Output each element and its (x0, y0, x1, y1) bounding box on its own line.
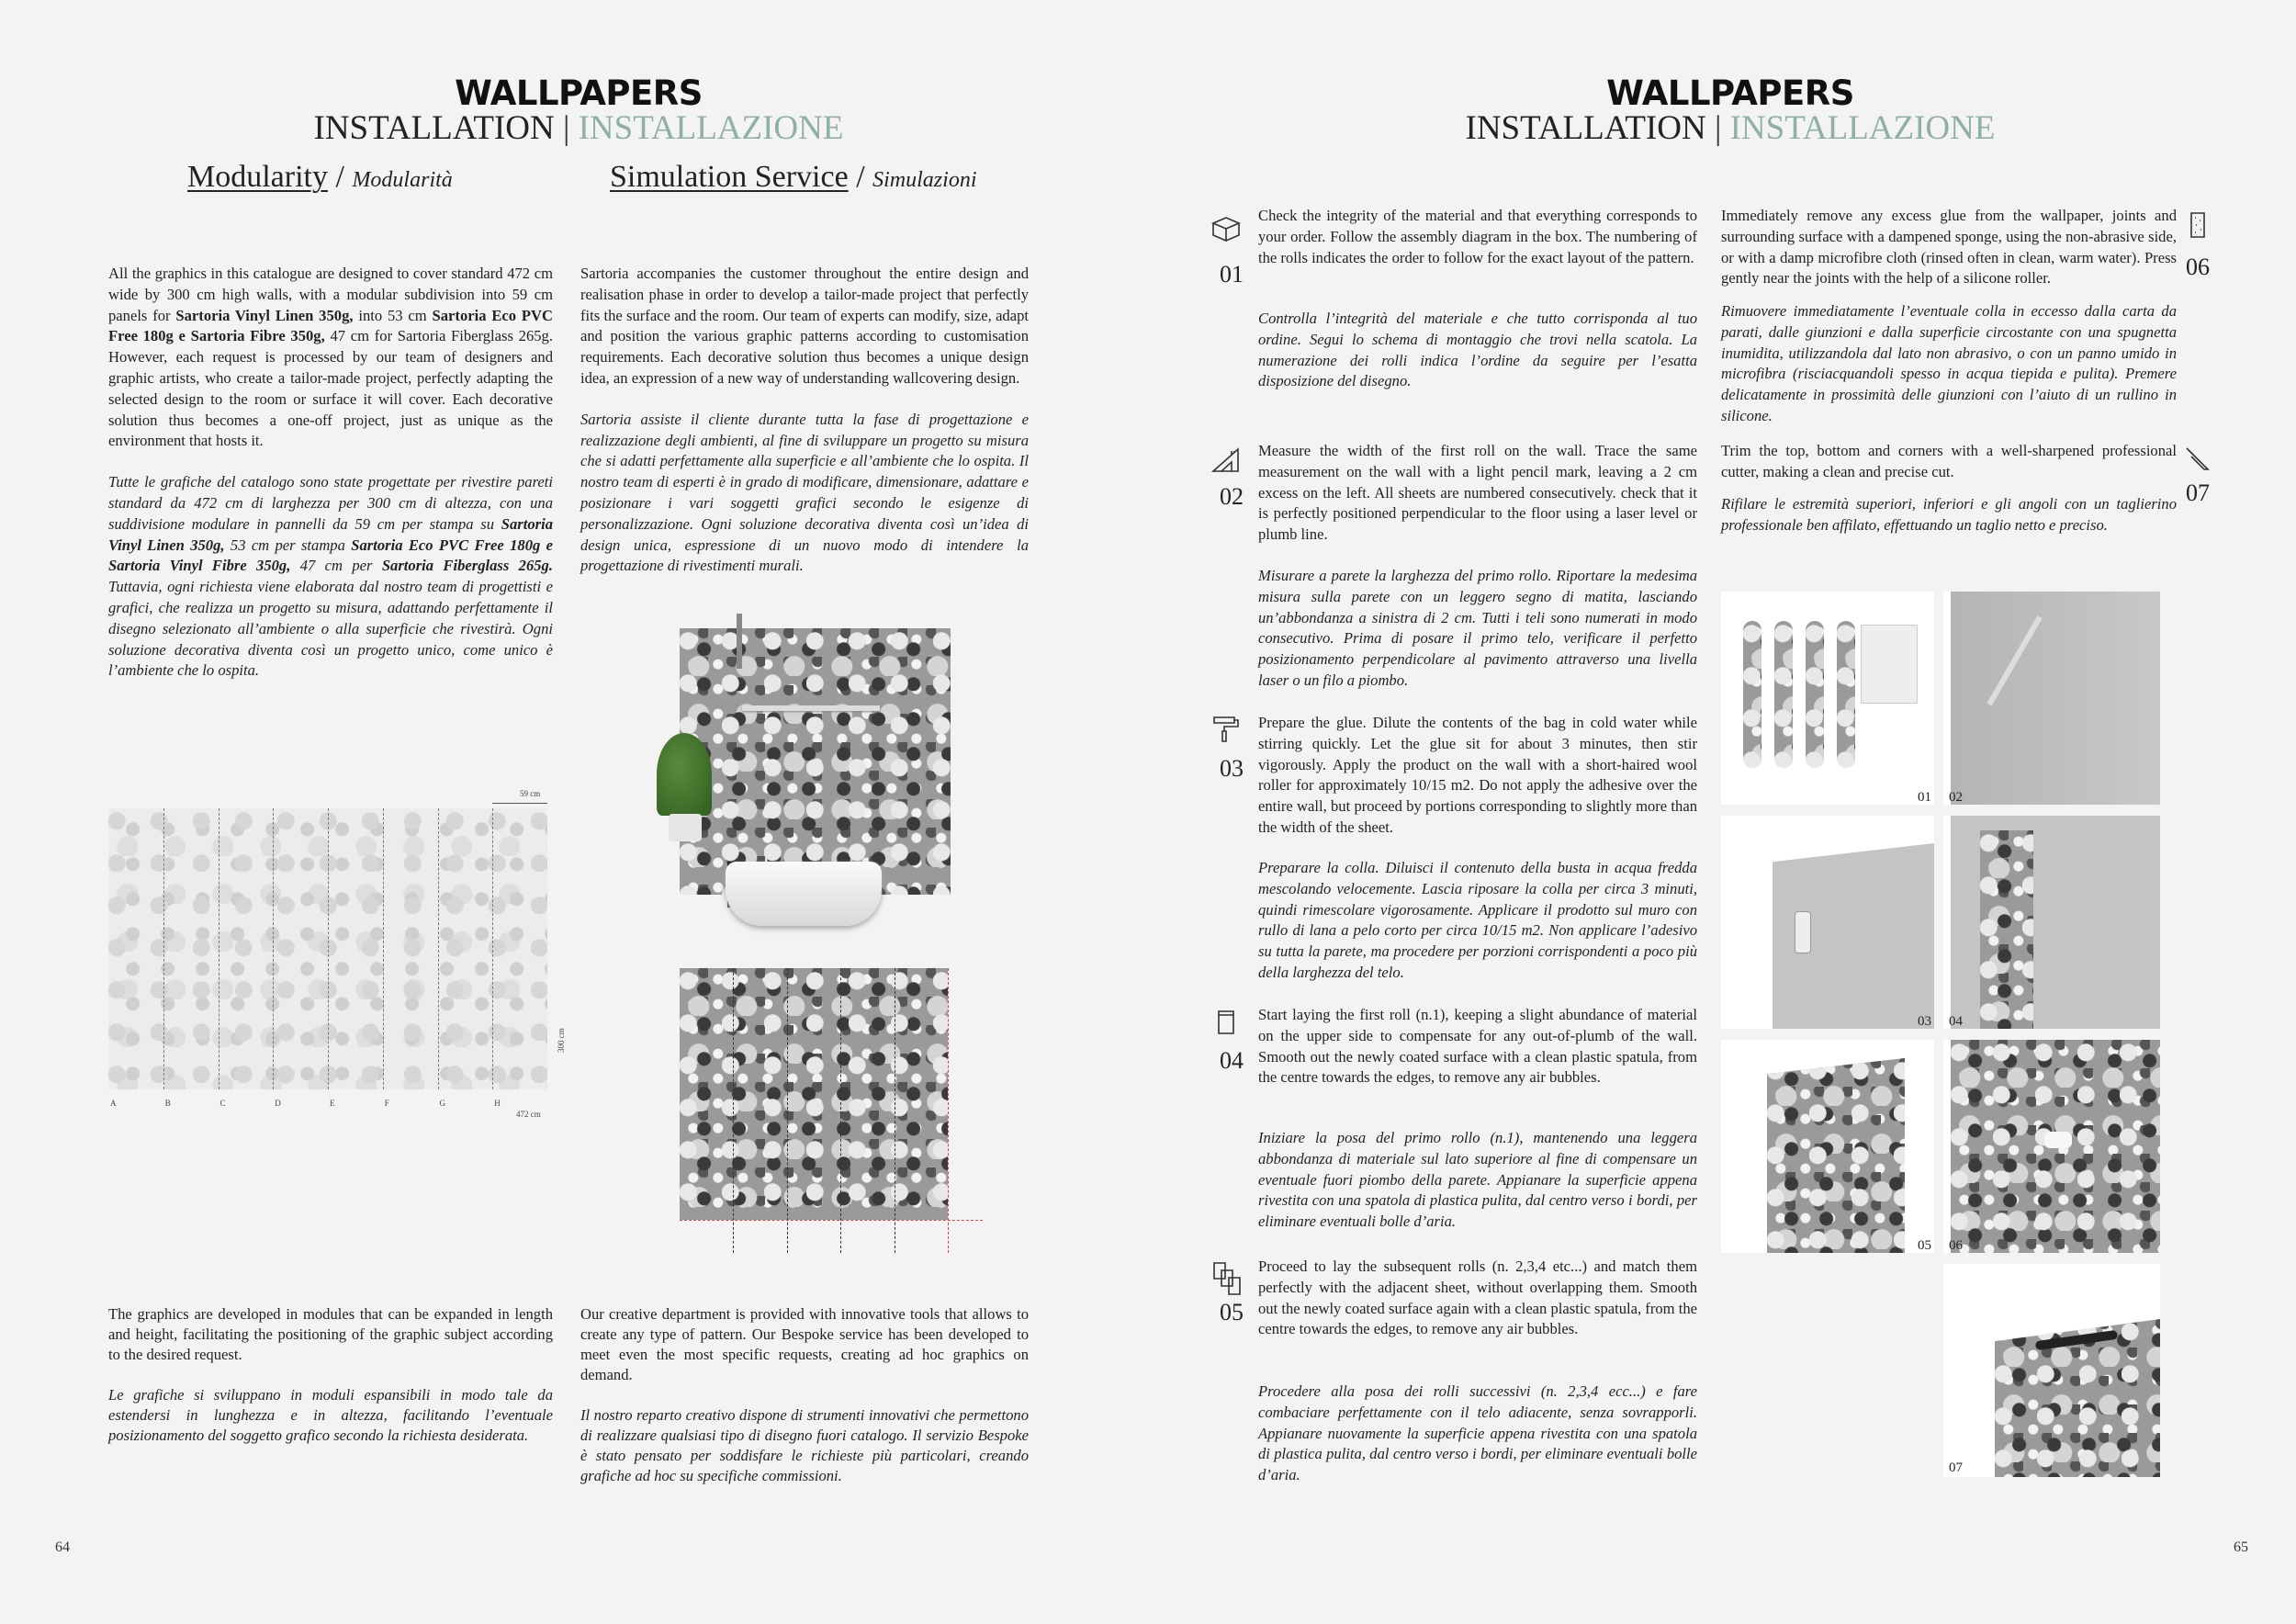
modularity-heading-it: Modularità (352, 168, 453, 192)
layout-simulation-image (678, 968, 990, 1262)
steps-column-right (1721, 206, 2210, 573)
bespoke-paragraph-it: Il nostro reparto creativo dispone di strumenti innovativi che permettono di realizzare qualsiasi tipo di disegno fuori catalogo. Il servizio Bespoke è stato pensato per soddisfare le richieste più particolari, creando grafiche ad hoc su specifiche commissioni. (580, 1406, 1029, 1484)
roll-2 (1774, 621, 1793, 768)
right-subtitle-sep: | (1714, 109, 1722, 147)
modularity-en-part1: All the graphics in this catalogue are designed to cover standard 472 cm wide by 300 cm high walls, with a modular subdivision into 59 cm panels for (108, 265, 553, 324)
roll-1 (1743, 621, 1761, 768)
set-square-icon (1210, 446, 1242, 474)
layout-guides (680, 968, 992, 1258)
step-05-it: Procedere alla posa dei rolli successivi (n. 2,3,4 ecc...) e fare combaciare perfettamente con il telo adiacente, senza sovrapporli. Appianare nuovamente la superficie appena rivestita con una spatola di plastica pulita, dal centro verso i bordi, per eliminare eventuali bolle d’aria. (1258, 1382, 1697, 1484)
sheets (1767, 1058, 1905, 1253)
sponge (2044, 1132, 2072, 1148)
shelf (742, 705, 880, 711)
step-07-it: Rifilare le estremità superiori, inferiori e gli angoli con un taglierino professionale ben affilato, effettuando un taglio netto e preciso. (1721, 495, 2177, 534)
step-01-en: Check the integrity of the material and that everything corresponds to your order. Follow the assembly diagram in the box. The numbering of the rolls indicates the order to follow for the exact layout of the pattern. (1258, 207, 1697, 266)
step-03-number: 03 (1220, 755, 1244, 782)
left-subtitle-main: INSTALLATION (313, 109, 555, 147)
right-subtitle (1455, 108, 2006, 148)
roller (1795, 911, 1811, 953)
left-subtitle (303, 108, 854, 148)
step-06-it: Rimuovere immediatamente l’eventuale colla in eccesso dalla carta da parati, dalle giunzioni e dalla superficie circostante con una spugnetta inumidita, utilizzandola dal lato non abrasivo, o con un panno umido in microfibra (risciacquandoli spesso in acqua tiepida e pulita). Premere delicatamente in prossimità delle giunzioni con l’aiuto di un rullino in silicone. (1721, 302, 2177, 424)
step-03-en: Prepare the glue. Dilute the contents of the bag in cold water while stirring quickly. Let the glue sit for about 3 minutes, then stir vigorously. Apply the product on the wall with a short-haired wool roller for approximately 10/15 m2. Do not apply the adhesive over the entire wall, but proceed by portions corresponding to slightly more than the width of the sheet. (1258, 714, 1697, 836)
panel-letter: D (275, 1099, 281, 1108)
step-01-number: 01 (1220, 261, 1244, 288)
panel-letter: A (110, 1099, 117, 1108)
panel-divider (328, 808, 329, 1089)
tile-05-subsequent-sheets (1721, 1040, 1934, 1253)
cutter-icon (2184, 445, 2212, 472)
modularity-en-bold2: Sartoria Eco PVC Free 180g e Sartoria Fibre 350g, (108, 306, 553, 345)
modules-paragraph-it: Le grafiche si sviluppano in moduli espansibili in modo tale da estendersi in lunghezza e in altezza, facilitando l’eventuale posizionamento del soggetto grafico secondo la richiesta desiderata. (108, 1386, 553, 1444)
paint-roller-icon (1210, 715, 1242, 742)
tile-02-marking (1943, 592, 2160, 805)
layout-guide-horizontal (680, 1220, 983, 1221)
modularity-it-bold2: Sartoria Eco PVC Free 180g e Sartoria Vinyl Fibre 350g, (108, 536, 553, 575)
roll-3 (1806, 621, 1824, 768)
sheet (1980, 830, 2033, 1029)
right-subtitle-alt: INSTALLAZIONE (1729, 109, 1996, 147)
bespoke-text (580, 1304, 1029, 1486)
modularity-text (108, 264, 553, 682)
plant-pot (669, 814, 702, 841)
step-07-number: 07 (2186, 479, 2210, 506)
tile-04-first-sheet (1943, 816, 2160, 1029)
step-04-number: 04 (1220, 1047, 1244, 1074)
left-subtitle-sep: | (562, 109, 570, 147)
panel-divider (273, 808, 274, 1089)
layout-guide (948, 968, 949, 1253)
tile-05-number: 05 (1918, 1238, 1931, 1253)
panel-diagram (108, 786, 568, 1126)
right-title: WALLPAPERS (1606, 73, 1854, 113)
panel-letter: B (164, 1099, 171, 1108)
panel-letter: E (330, 1099, 335, 1108)
tile-03-number: 03 (1918, 1014, 1931, 1029)
tile-06-sponge (1943, 1040, 2160, 1253)
panel-width-label: 59 cm (520, 789, 541, 798)
modularity-en-part3: 47 cm for Sartoria Fiberglass 265g. However, each request is processed by our team of designers and graphic artists, who create a tailor-made project, perfectly adapting the selected design to the room or surface it will cover. Each decorative solution thus becomes a one-off project, just as unique as the environment that hosts it. (108, 327, 553, 450)
step-04-en: Start laying the first roll (n.1), keeping a slight abundance of material on the upper side to compensate for any out-of-plumb of the wall. Smooth out the newly coated surface with a clean plastic spatula, from the centre towards the edges, to remove any air bubbles. (1258, 1006, 1697, 1087)
panel-height-label: 300 cm (557, 1028, 566, 1053)
modularity-paragraph-en (108, 264, 553, 452)
modularity-it-part4: Tuttavia, ogni richiesta viene elaborata dal nostro team di progettisti e grafici, che realizza un progetto su misura, adattando perfettamente il disegno selezionato all’ambiente o alla superficie che rivestirà. Ogni soluzione decorativa diventa così un progetto unico, come unico è l’ambiente che lo ospita. (108, 578, 553, 680)
modularity-it-part2: 53 cm per stampa (230, 536, 345, 554)
simulation-paragraph-en: Sartoria accompanies the customer throughout the entire design and realisation phase in order to develop a tailor-made project that perfectly fits the surface and the room. Our team of experts can modify, size, adapt and position the various graphic patterns according to customisation requirements. Each decorative solution thus becomes a unique design idea, an expression of a new way of understanding wallcovering design. (580, 265, 1029, 387)
left-subtitle-alt: INSTALLAZIONE (578, 109, 844, 147)
modularity-en-bold1: Sartoria Vinyl Linen 350g, (175, 306, 354, 324)
step-05-en: Proceed to lay the subsequent rolls (n. 2,3,4 etc...) and match them perfectly with the adjacent sheet, without overlapping them. Smooth out the newly coated surface again with a clean plastic spatula, from the centre towards the edges, to remove any air bubbles. (1258, 1257, 1697, 1338)
panel-letter: F (384, 1099, 389, 1108)
wallpaper-sample (680, 628, 951, 895)
step-02-it: Misurare a parete la larghezza del primo rollo. Riportare la medesima misura sulla parete con un leggero segno di matita, lasciando un’abbondanza a sinistra di 2 cm. Tutti i teli sono numerati in modo consecutivo. Prima di posare il primo telo, verificare il perfetto posizionamento perpendicolare al pavimento attraverso una livella laser o un filo a piombo. (1258, 567, 1697, 689)
simulation-text (580, 264, 1029, 577)
bespoke-paragraph-en: Our creative department is provided with innovative tools that allows to create any type of pattern. Our Bespoke service has been developed to meet even the most specific requests, creating ad hoc graphics on demand. (580, 1305, 1029, 1383)
tile-01-number: 01 (1918, 790, 1931, 805)
simulation-paragraph-it: Sartoria assiste il cliente durante tutta la fase di progettazione e realizzazione degli ambienti, al fine di sviluppare un progetto su misura che si adatti perfettamente alla superficie e all’ambiente che lo ospita. Il nostro team di esperti è in grado di modificare, dimensionare, adattare e posizionare i vari soggetti grafici secondo le esigenze di personalizzazione. Ogni soluzione decorativa diventa così un’idea di design unica, espressione di un nuovo modo di intendere la progettazione di rivestimenti murali. (580, 410, 1029, 575)
modularity-en-part2: into 53 cm (358, 306, 427, 324)
tile-07-number: 07 (1949, 1460, 1963, 1475)
panel-letter: C (219, 1099, 226, 1108)
step-05-number: 05 (1220, 1299, 1244, 1325)
modularity-paragraph-it (108, 472, 553, 682)
tile-04-number: 04 (1949, 1014, 1963, 1029)
layout-guide (840, 968, 841, 1253)
wall (1951, 592, 2160, 805)
panel-divider (163, 808, 164, 1089)
tile-06-number: 06 (1949, 1238, 1963, 1253)
modules-paragraph-en: The graphics are developed in modules that can be expanded in length and height, facilitating the positioning of the graphic subject according to the desired request. (108, 1305, 553, 1363)
box-icon (1210, 215, 1242, 242)
tile-07-trimming (1943, 1264, 2160, 1477)
sheet-icon (1210, 1009, 1242, 1036)
page-number-left: 64 (55, 1539, 70, 1555)
step-07-en: Trim the top, bottom and corners with a well-sharpened professional cutter, making a clean and precise cut. (1721, 442, 2177, 480)
panel-divider (438, 808, 439, 1089)
right-subtitle-main: INSTALLATION (1465, 109, 1706, 147)
tile-01-rolls (1721, 592, 1934, 805)
modularity-heading (187, 160, 453, 195)
steps-column-left (1210, 206, 1697, 1492)
left-title: WALLPAPERS (455, 73, 703, 113)
tile-03-gluing (1721, 816, 1934, 1029)
tile-02-number: 02 (1949, 790, 1963, 805)
panel-total-width-label: 472 cm (516, 1110, 541, 1119)
installation-illustrations (1721, 592, 2160, 1473)
panel-width-line (492, 803, 547, 804)
panel-letter: H (494, 1099, 501, 1108)
simulation-heading (610, 160, 976, 195)
plant-leaves (657, 733, 712, 816)
modularity-heading-en: Modularity (187, 160, 328, 194)
page-number-right: 65 (2234, 1539, 2248, 1555)
simulation-heading-en: Simulation Service (610, 160, 849, 194)
modularity-it-part3: 47 cm per (299, 557, 373, 575)
sheets-icon (1210, 1260, 1242, 1297)
modularity-it-part1: Tutte le grafiche del catalogo sono state progettate per rivestire pareti standard da 472 cm di larghezza per 300 cm di altezza, con una suddivisione modulare in pannelli da 59 cm per stampa su (108, 473, 553, 533)
panel-letters (108, 1099, 547, 1111)
sponge-icon (2184, 211, 2212, 239)
roll-4 (1837, 621, 1855, 768)
glue-box (1861, 625, 1918, 704)
simulation-heading-it: Simulazioni (872, 168, 977, 192)
bathtub (726, 862, 882, 926)
shower-pipe (737, 614, 742, 669)
layout-guide (787, 968, 788, 1253)
step-01-it: Controlla l’integrità del materiale e che tutto corrisponda al tuo ordine. Segui lo schema di montaggio che trovi nella scatola. La numerazione dei rolli indica l’ordine da seguire per l’esatta disposizione del disegno. (1258, 310, 1697, 390)
step-06-number: 06 (2186, 254, 2210, 280)
modularity-it-bold3: Sartoria Fiberglass 265g. (381, 557, 553, 575)
bathroom-simulation-image (643, 614, 964, 935)
step-02-number: 02 (1220, 483, 1244, 510)
step-03-it: Preparare la colla. Diluisci il contenuto della busta in acqua fredda mescolando velocemente. Lascia riposare la colla per circa 3 minuti, quindi rimescolare vigorosamente. Applicare il prodotto sul muro con rullo di lana a pelo corto per circa 10/15 m2. Non applicare l’adesivo su tutta la parete, ma procedere per porzioni corrispondenti a poco più della larghezza del telo. (1258, 859, 1697, 981)
modules-text (108, 1304, 553, 1446)
panel-divider (383, 808, 384, 1089)
step-04-it: Iniziare la posa del primo rollo (n.1), mantenendo una leggera abbondanza di materiale sul lato superiore al fine di compensare un eventuale fuori piombo della parete. Appianare la superficie appena rivestita con una spatola di plastica pulita, dal centro verso i bordi, per eliminare eventuali bolle d’aria. (1258, 1129, 1697, 1231)
panel-letter: G (439, 1099, 445, 1108)
simulation-heading-sep: / (856, 160, 865, 194)
panel-dividers (108, 808, 547, 1089)
modularity-heading-sep: / (335, 160, 344, 194)
panel-divider (492, 808, 493, 1089)
step-06-en: Immediately remove any excess glue from the wallpaper, joints and surrounding surface with a dampened sponge, using the non-abrasive side, or with a damp microfibre cloth (rinsed often in clean, warm water). Press gently near the joints with the help of a silicone roller. (1721, 207, 2177, 288)
step-02-en: Measure the width of the first roll on the wall. Trace the same measurement on the wall with a light pencil mark, leaving a 2 cm excess on the left. All sheets are numbered consecutively. check that it is perfectly positioned perpendicular to the floor using a laser level or plumb line. (1258, 442, 1697, 544)
modularity-it-bold1: Sartoria Vinyl Linen 350g, (108, 514, 553, 554)
layout-guide (733, 968, 734, 1253)
